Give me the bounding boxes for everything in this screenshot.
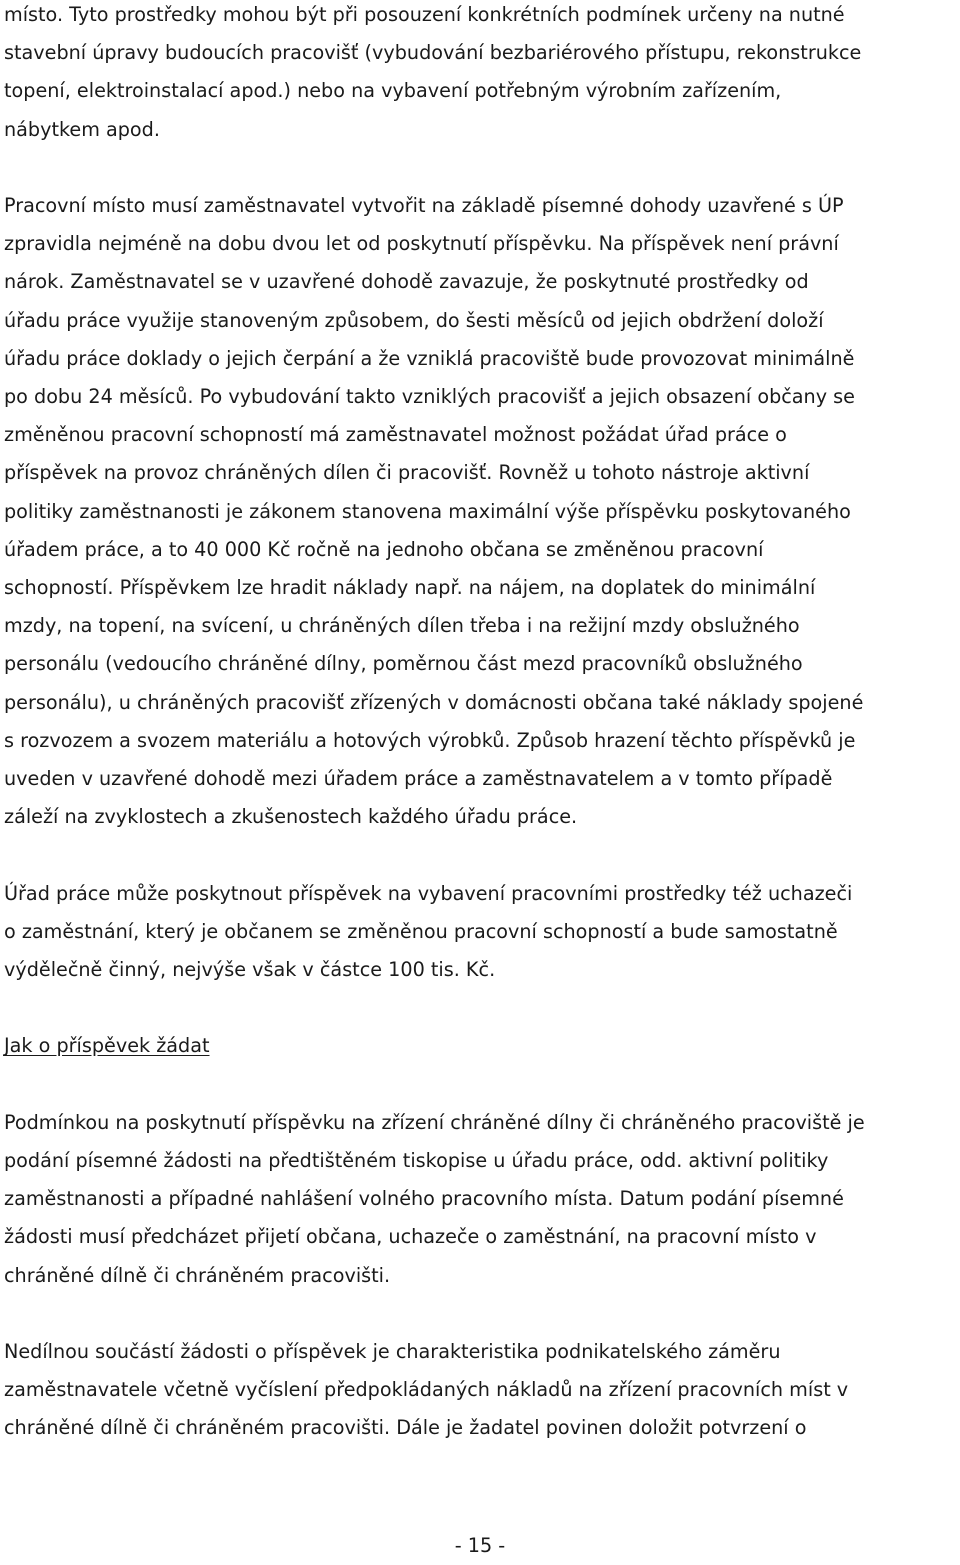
- text-line: personálu (vedoucího chráněné dílny, poměrnou část mezd pracovníků obslužného: [4, 652, 803, 676]
- text-line: příspěvek na provoz chráněných dílen či pracovišť. Rovněž u tohoto nástroje aktivní: [4, 461, 810, 485]
- text-line: místo. Tyto prostředky mohou být při posouzení konkrétních podmínek určeny na nutné: [4, 3, 845, 26]
- page-number: - 15 -: [454, 1534, 506, 1557]
- text-line: o zaměstnání, který je občanem se změněnou pracovní schopností a bude samostatně: [4, 919, 838, 943]
- text-line: žádosti musí předcházet přijetí občana, uchazeče o zaměstnání, na pracovní místo v: [4, 1225, 817, 1249]
- text-line: chráněné dílně či chráněném pracovišti.: [4, 1263, 391, 1287]
- paragraph-gap: [4, 1295, 959, 1333]
- paragraph-application-conditions: [4, 1104, 959, 1295]
- text-line: úřadu práce využije stanoveným způsobem, do šesti měsíců od jejich obdržení doloží: [4, 308, 824, 332]
- paragraph-application-contents: [4, 1333, 959, 1448]
- text-line: Úřad práce může poskytnout příspěvek na vybavení pracovními prostředky též uchazeči: [4, 881, 853, 905]
- text-line: stavební úpravy budoucích pracovišť (vybudování bezbariérového přístupu, rekonstrukce: [4, 41, 862, 65]
- text-line: zaměstnanosti a případné nahlášení volného pracovního místa. Datum podání písemné: [4, 1187, 844, 1211]
- text-line: zpravidla nejméně na dobu dvou let od poskytnutí příspěvku. Na příspěvek není právní: [4, 232, 839, 256]
- text-line: topení, elektroinstalací apod.) nebo na vybavení potřebným výrobním zařízením,: [4, 79, 782, 103]
- text-line: Nedílnou součástí žádosti o příspěvek je charakteristika podnikatelského záměru: [4, 1340, 781, 1364]
- text-line: schopností. Příspěvkem lze hradit náklady např. na nájem, na doplatek do minimální: [4, 576, 816, 600]
- text-line: zaměstnavatele včetně vyčíslení předpokládaných nákladů na zřízení pracovních míst v: [4, 1378, 849, 1402]
- text-line: výdělečně činný, nejvýše však v částce 100 tis. Kč.: [4, 958, 496, 982]
- text-line: úřadu práce doklady o jejich čerpání a že vzniklá pracoviště bude provozovat minimálně: [4, 346, 855, 370]
- text-line: chráněné dílně či chráněném pracovišti. Dále je žadatel povinen doložit potvrzení o: [4, 1416, 807, 1440]
- text-line: úřadem práce, a to 40 000 Kč ročně na jednoho občana se změněnou pracovní: [4, 537, 764, 561]
- text-line: personálu), u chráněných pracovišť zřízených v domácnosti občana také náklady spojené: [4, 690, 864, 714]
- paragraph-self-employed: [4, 875, 959, 990]
- paragraph-gap: [4, 149, 959, 187]
- text-line: Pracovní místo musí zaměstnavatel vytvořit na základě písemné dohody uzavřené s ÚP: [4, 194, 844, 217]
- text-line: po dobu 24 měsíců. Po vybudování takto vzniklých pracovišť a jejich obsazení občany se: [4, 385, 855, 409]
- paragraph-gap: [4, 836, 959, 874]
- paragraph-agreement: [4, 187, 959, 836]
- text-line: Podmínkou na poskytnutí příspěvku na zřízení chráněné dílny či chráněného pracoviště je: [4, 1110, 865, 1134]
- text-line: nábytkem apod.: [4, 117, 160, 141]
- text-line: mzdy, na topení, na svícení, u chráněných dílen třeba i na režijní mzdy obslužného: [4, 614, 800, 638]
- paragraph-gap: [4, 1066, 959, 1104]
- paragraph-gap: [4, 989, 959, 1027]
- section-heading-text: Jak o příspěvek žádat: [4, 1034, 210, 1058]
- paragraph-workplace-funding: [4, 0, 959, 149]
- text-line: nárok. Zaměstnavatel se v uzavřené dohodě zavazuje, že poskytnuté prostředky od: [4, 270, 809, 294]
- section-heading: [4, 1027, 959, 1065]
- text-line: politiky zaměstnanosti je zákonem stanovena maximální výše příspěvku poskytovaného: [4, 499, 851, 523]
- text-line: uveden v uzavřené dohodě mezi úřadem práce a zaměstnavatelem a v tomto případě: [4, 767, 833, 791]
- text-line: s rozvozem a svozem materiálu a hotových výrobků. Způsob hrazení těchto příspěvků je: [4, 728, 856, 752]
- text-line: změněnou pracovní schopností má zaměstnavatel možnost požádat úřad práce o: [4, 423, 787, 447]
- text-line: podání písemné žádosti na předtištěném tiskopise u úřadu práce, odd. aktivní politiky: [4, 1149, 829, 1173]
- text-line: záleží na zvyklostech a zkušenostech každého úřadu práce.: [4, 805, 578, 829]
- document-page: [4, 0, 959, 1448]
